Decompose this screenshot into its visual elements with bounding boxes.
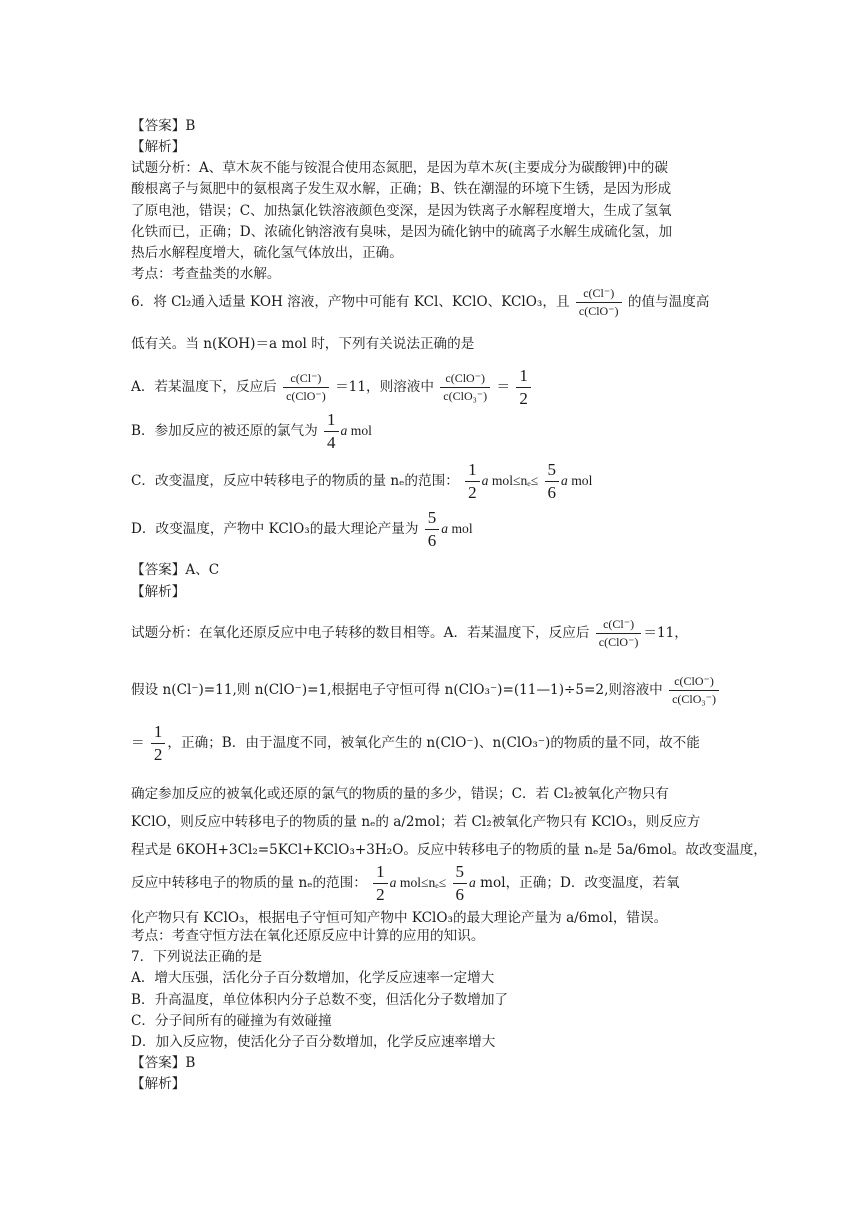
- q6-analysis-line: 程式是 6KOH+3Cl₂=5KCl+KClO₃+3H₂O。反应中转移电子的物质的量 nₑ是 5a/6mol。故改变温度，: [131, 842, 767, 858]
- option-text: C．改变温度，反应中转移电子的物质的量 nₑ的范围：: [131, 473, 459, 489]
- option-text: A．若某温度下，反应后: [131, 379, 277, 395]
- ratio-clo-clo3: [440, 371, 490, 404]
- q5-analysis-label: 【解析】: [131, 139, 186, 155]
- q6-analysis-line: [131, 617, 688, 650]
- variable-a: a: [441, 521, 449, 536]
- frac-numerator: c(ClO⁻): [669, 674, 719, 691]
- fraction-one-half: [465, 460, 480, 503]
- frac-numerator: c(Cl⁻): [596, 617, 642, 634]
- frac-numerator: c(Cl⁻): [576, 286, 622, 303]
- q5-analysis-line: 化铁而已，正确；D、浓硫化钠溶液有臭味，是因为硫化钠中的硫离子水解生成硫化氢，加: [131, 224, 673, 240]
- analysis-text: 试题分析：在氧化还原反应中电子转移的数目相等。A．若某温度下，反应后: [131, 625, 590, 641]
- analysis-text: ，正确；B．由于温度不同，被氧化产生的 n(ClO⁻)、n(ClO₃⁻)的物质的量不同，故不能: [167, 735, 700, 751]
- frac-numerator: c(Cl⁻): [283, 371, 329, 388]
- q6-option-d: [131, 508, 473, 551]
- variable-a: a: [561, 473, 568, 488]
- frac-numerator: 5: [425, 508, 440, 530]
- q5-analysis-line: 试题分析：A、草木灰不能与铵混合使用态氮肥，是因为草木灰(主要成分为碳酸钾)中的碳: [131, 160, 668, 176]
- frac-numerator: 1: [151, 722, 166, 744]
- fraction-one-half: [373, 862, 388, 905]
- q6-option-b: [131, 410, 372, 453]
- option-text: D．改变温度，产物中 KClO₃的最大理论产量为: [131, 521, 419, 537]
- fraction-one-half: [151, 722, 166, 765]
- q6-kaodian: 考点：考查守恒方法在氧化还原反应中计算的应用的知识。: [131, 928, 485, 944]
- variable-a: a: [389, 875, 397, 890]
- frac-numerator: 5: [453, 862, 468, 884]
- frac-denominator: c(ClO⁻): [578, 304, 619, 318]
- analysis-text: 假设 n(Cl⁻)=11,则 n(ClO⁻)=1,根据电子守恒可得 n(ClO₃⁻)=(11—1)÷5=2,则溶液中: [131, 682, 663, 698]
- q6-analysis-line: [131, 862, 680, 905]
- q7-analysis-label: 【解析】: [131, 1076, 186, 1092]
- frac-denominator: c(ClO₃⁻): [672, 692, 716, 706]
- frac-denominator: 6: [547, 483, 557, 502]
- q6-stem-line-2: 低有关。当 n(KOH)＝a mol 时，下列有关说法正确的是: [131, 336, 475, 352]
- q7-stem: 7．下列说法正确的是: [131, 949, 262, 965]
- fraction-five-sixths: [453, 862, 468, 905]
- ratio-cl-clo: [596, 617, 642, 650]
- q6-stem-text: 6．将 Cl₂通入适量 KOH 溶液，产物中可能有 KCl、KClO、KClO₃，且: [131, 294, 570, 310]
- q6-answer: 【答案】A、C: [131, 562, 220, 578]
- frac-numerator: 1: [465, 460, 480, 482]
- frac-denominator: 2: [519, 389, 528, 408]
- ratio-clo-clo3: [669, 674, 719, 707]
- q7-answer: 【答案】B: [131, 1055, 196, 1071]
- q6-option-c: [131, 460, 592, 503]
- q7-option-a: A．增大压强，活化分子百分数增加，化学反应速率一定增大: [131, 970, 495, 986]
- unit-mol: mol: [567, 473, 593, 488]
- fraction-five-sixths: [425, 508, 440, 551]
- frac-numerator: 5: [545, 460, 560, 482]
- analysis-text: ＝11，: [643, 625, 688, 641]
- analysis-text: mol≤nₑ≤: [396, 875, 447, 890]
- q6-stem-line-1: [131, 286, 709, 319]
- frac-denominator: 2: [153, 745, 163, 764]
- q5-analysis-line: 热后水解程度增大，硫化氢气体放出，正确。: [131, 245, 403, 261]
- variable-a: a: [340, 423, 348, 438]
- variable-a: a: [481, 473, 489, 488]
- q5-analysis-line: 酸根离子与氮肥中的氨根离子发生双水解，正确；B、铁在潮湿的环境下生锈，是因为形成: [131, 181, 672, 197]
- q7-option-c: C．分子间所有的碰撞为有效碰撞: [131, 1013, 332, 1029]
- q7-option-b: B．升高温度，单位体积内分子总数不变，但活化分子数增加了: [131, 992, 509, 1008]
- fraction-one-half: [516, 366, 531, 409]
- q6-analysis-line: [131, 674, 721, 707]
- q7-option-d: D．加入反应物，使活化分子百分数增加，化学反应速率增大: [131, 1034, 496, 1050]
- q5-kaodian: 考点：考查盐类的水解。: [131, 266, 281, 282]
- unit-mol: mol: [448, 521, 473, 536]
- ratio-cl-clo: [576, 286, 622, 319]
- ratio-cl-clo: [283, 371, 329, 404]
- q6-analysis-line: [131, 722, 700, 765]
- analysis-text: ＝: [131, 735, 145, 751]
- frac-denominator: c(ClO⁻): [598, 635, 639, 649]
- q6-analysis-line: 确定参加反应的被氧化或还原的氯气的物质的量的多少，错误；C．若 Cl₂被氧化产物只有: [131, 786, 669, 802]
- option-text: mol≤nₑ≤: [488, 473, 539, 488]
- frac-denominator: 6: [455, 885, 465, 904]
- frac-denominator: c(ClO₃⁻): [443, 389, 488, 403]
- analysis-text: mol，正确；D．改变温度，若氧: [475, 875, 680, 891]
- frac-numerator: 1: [516, 366, 531, 388]
- unit-mol: mol: [347, 423, 372, 438]
- option-text: ＝11，则溶液中: [335, 379, 434, 395]
- frac-numerator: 1: [373, 862, 388, 884]
- q5-answer: 【答案】B: [131, 118, 196, 134]
- q6-analysis-line: KClO，则反应中转移电子的物质的量 nₑ的 a/2mol；若 Cl₂被氧化产物只有 KClO₃，则反应方: [131, 814, 701, 830]
- q6-analysis-label: 【解析】: [131, 584, 186, 600]
- frac-denominator: c(ClO⁻): [286, 389, 326, 403]
- option-text: ＝: [496, 379, 511, 395]
- option-text: B．参加反应的被还原的氯气为: [131, 423, 318, 439]
- q6-analysis-line: 化产物只有 KClO₃，根据电子守恒可知产物中 KClO₃的最大理论产量为 a/6mol，错误。: [131, 910, 668, 926]
- fraction-one-quarter: [324, 410, 339, 453]
- q6-option-a: [131, 366, 533, 409]
- q6-stem-text: 的值与温度高: [627, 294, 710, 310]
- frac-denominator: 2: [468, 483, 477, 502]
- frac-denominator: 4: [327, 433, 336, 452]
- frac-numerator: 1: [324, 410, 339, 432]
- variable-a: a: [469, 875, 476, 890]
- fraction-five-sixths: [545, 460, 560, 503]
- frac-denominator: 2: [376, 885, 385, 904]
- analysis-text: 反应中转移电子的物质的量 nₑ的范围：: [131, 875, 367, 891]
- frac-denominator: 6: [427, 531, 437, 550]
- q5-analysis-line: 了原电池，错误；C、加热氯化铁溶液颜色变深，是因为铁离子水解程度增大，生成了氢氧: [131, 203, 672, 219]
- frac-numerator: c(ClO⁻): [440, 371, 490, 388]
